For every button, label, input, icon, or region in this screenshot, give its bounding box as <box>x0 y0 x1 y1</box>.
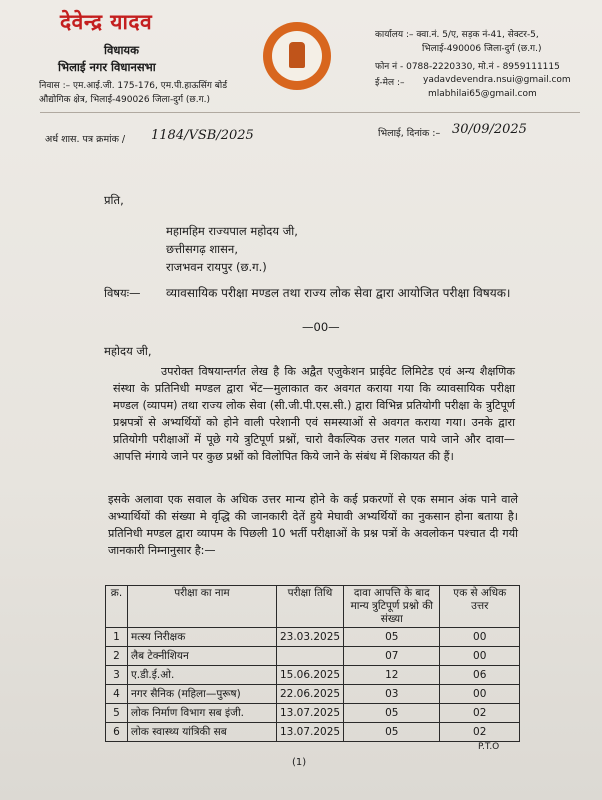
date-label: भिलाई, दिनांक :– <box>378 128 441 139</box>
cell-valid-errors: 03 <box>344 685 440 704</box>
cell-valid-errors: 05 <box>344 723 440 742</box>
cell-sno: 4 <box>106 685 128 704</box>
designation: विधायक <box>104 43 139 57</box>
cell-exam-name: नगर सैनिक (महिला—पुरूष) <box>127 685 276 704</box>
residence-line2: औद्योगिक क्षेत्र, भिलाई-490026 जिला-दुर्ग (छ.ग.) <box>39 95 211 105</box>
reference-label: अर्ध शास. पत्र क्रमांक / <box>45 134 126 145</box>
exam-table <box>105 585 520 742</box>
cell-exam-name: लोक निर्माण विभाग सब इंजी. <box>127 704 276 723</box>
reference-number: 1184/VSB/2025 <box>151 128 254 143</box>
cell-valid-errors: 12 <box>344 666 440 685</box>
table-row <box>106 647 520 666</box>
cell-exam-name: लोक स्वास्थ्य यांत्रिकी सब <box>127 723 276 742</box>
header-divider <box>40 112 580 113</box>
table-header-row <box>106 586 520 628</box>
cell-multiple-answers: 02 <box>440 723 520 742</box>
cell-exam-date: 23.03.2025 <box>276 628 343 647</box>
pto-note: P.T.O <box>478 742 500 752</box>
subject-label: विषयः— <box>104 286 141 300</box>
recipient-line3: राजभवन रायपुर (छ.ग.) <box>166 260 267 274</box>
subject-divider: —00— <box>302 320 340 334</box>
table-row <box>106 704 520 723</box>
email-primary[interactable]: yadavdevendra.nsui@gmail.com <box>423 75 571 85</box>
paragraph-2: इसके अलावा एक सवाल के अधिक उत्तर मान्य होने के कई प्रकरणों से एक समान अंक पाने वाले अभ्यार्थियों की संख्या मे वृद्धि की जानकारी देतें हुये मेघावी अभ्यर्थियों का नुकसान होना बताया है। प्रतिनिधी मण्डल द्वारा व्यापम के पिछली 10 भर्ती परीक्षाओं के प्रश्न पत्रों के अवलोकन पश्चात दी गयी जानकारी निम्नानुसार है:— <box>108 493 518 557</box>
mla-name: देवेन्द्र यादव <box>60 10 153 34</box>
page-number: (1) <box>292 757 307 768</box>
cell-exam-name: लैब टेक्नीशियन <box>127 647 276 666</box>
email-secondary[interactable]: mlabhilai65@gmail.com <box>428 89 537 99</box>
cell-multiple-answers: 00 <box>440 628 520 647</box>
cell-sno: 5 <box>106 704 128 723</box>
col-header-exam-date: परीक्षा तिथि <box>276 586 343 628</box>
cell-sno: 6 <box>106 723 128 742</box>
col-header-valid-errors: दावा आपत्ति के बाद मान्य त्रुटिपूर्ण प्रश्नो की संख्या <box>344 586 440 628</box>
subject-text: व्यावसायिक परीक्षा मण्डल तथा राज्य लोक सेवा द्वारा आयोजित परीक्षा विषयक। <box>166 286 511 300</box>
table-row <box>106 628 520 647</box>
cell-valid-errors: 05 <box>344 704 440 723</box>
constituency: भिलाई नगर विधानसभा <box>58 60 156 74</box>
col-header-sno: क्र. <box>106 586 128 628</box>
table-row <box>106 666 520 685</box>
cell-multiple-answers: 06 <box>440 666 520 685</box>
cell-exam-name: ए.डी.ई.ओ. <box>127 666 276 685</box>
letter-date: 30/09/2025 <box>452 122 527 137</box>
cell-exam-date: 13.07.2025 <box>276 704 343 723</box>
assembly-seal <box>263 22 331 90</box>
recipient-line2: छत्तीसगढ़ शासन, <box>166 242 238 256</box>
cell-exam-date: 15.06.2025 <box>276 666 343 685</box>
office-line2: भिलाई-490006 जिला-दुर्ग (छ.ग.) <box>422 44 542 54</box>
cell-exam-date: 22.06.2025 <box>276 685 343 704</box>
cell-multiple-answers: 00 <box>440 685 520 704</box>
salutation: महोदय जी, <box>104 344 152 358</box>
cell-valid-errors: 05 <box>344 628 440 647</box>
table-row <box>106 685 520 704</box>
phone-line: फोन नं - 0788-2220330, मो.नं - 8959111115 <box>375 62 560 72</box>
col-header-multiple-answers: एक से अधिक उत्तर <box>440 586 520 628</box>
email-label: ई-मेल :– <box>375 78 405 88</box>
residence-line1: निवास :– एम.आई.जी. 175-176, एम.पी.हाऊसिंग बोर्ड <box>39 81 228 91</box>
col-header-exam-name: परीक्षा का नाम <box>127 586 276 628</box>
cell-sno: 1 <box>106 628 128 647</box>
emblem-icon <box>289 42 305 68</box>
cell-multiple-answers: 00 <box>440 647 520 666</box>
paragraph-1: उपरोक्त विषयान्तर्गत लेख है कि अद्वैत एजुकेशन प्राईवेट लिमिटेड एवं अन्य शैक्षणिक संस्था के प्रतिनिधी मण्डल द्वारा भेंट—मुलाकात कर अवगत कराया गया कि व्यावसायिक परीक्षा मण्डल (व्यापम) तथा राज्य लोक सेवा (सी.जी.पी.एस.सी.) द्वारा विभिन्न प्रतियोगी परीक्षा के त्रुटिपूर्ण प्रश्नपत्रों से अभ्यर्थियों को होने वाली परेशानी एवं समस्याओं से अवगत कराया गया। उनके द्वारा प्रतियोगी परीक्षाओं में पूछे गये त्रुटिपूर्ण प्रश्नों, चारो वैकल्पिक उत्तर गलत पाये जाने और दावा—आपत्ति मंगाये जाने पर कुछ प्रश्नों को विलोपित किये जाने के संबंध में शिकायत की हैं। <box>113 365 515 463</box>
table-row <box>106 723 520 742</box>
cell-sno: 2 <box>106 647 128 666</box>
cell-sno: 3 <box>106 666 128 685</box>
cell-exam-date: 13.07.2025 <box>276 723 343 742</box>
cell-exam-date <box>276 647 343 666</box>
recipient-line1: महामहिम राज्यपाल महोदय जी, <box>166 224 298 238</box>
cell-exam-name: मत्स्य निरीक्षक <box>127 628 276 647</box>
cell-multiple-answers: 02 <box>440 704 520 723</box>
cell-valid-errors: 07 <box>344 647 440 666</box>
prati: प्रति, <box>104 193 124 207</box>
office-line1: कार्यालय :– क्वा.नं. 5/ए, सड़क नं-41, सेक्टर-5, <box>375 30 539 40</box>
